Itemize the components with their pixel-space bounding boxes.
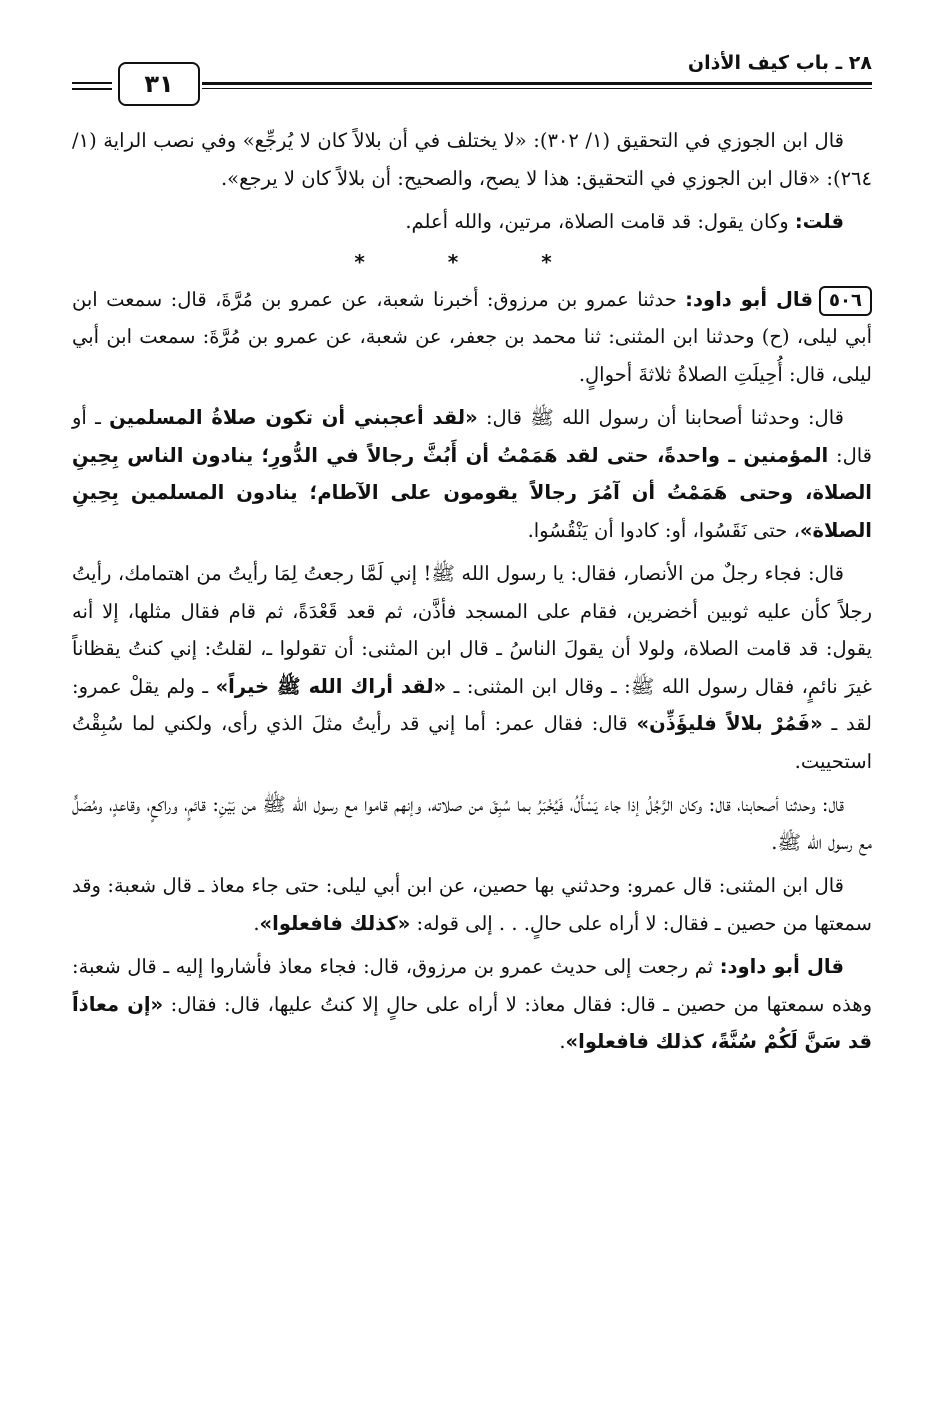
text-segment: ، حتى نَقَسُوا، أو: كادوا أن يَنْقُسُوا. [527,518,800,542]
paragraph-qultu [72,203,872,241]
paragraph-ansari-dream [72,555,872,780]
page-content [72,122,872,1067]
text-segment: ثم رجعت إلى حديث عمرو بن مرزوق، قال: فجاء معاذ فأشاروا إليه ـ قال شعبة: وهذه سمعتها من حصين ـ قال: فقال معاذ: لا أراه على حالٍ إلا كنتُ عليها، قال: فقال: [72,955,872,1016]
paragraph-text: قال: وحدثنا أصحابنا، قال: وكان الرَّجُلُ إذا جاء يَسْأَلُ، فَيُخْبَرُ بما سُبِقَ من صلاته، وإنهم قاموا مع رسول الله ﷺ من بَيْنِ: قائمٍ، وراكعٍ، وقاعدٍ، ومُصَلٍّ مع رسول الله ﷺ. [72,793,872,854]
quote-segment: المؤمنين ـ واحدةً، حتى لقد هَمَمْتُ أن أَبُثَّ رجالاً في الدُّورِ؛ ينادون الناس بِحِينِ الصلاة، وحتى هَمَمْتُ أن آمُرَ رجالاً يقومون على الآطام؛ ينادون المسلمين بِحِينِ الصلاة» [72,443,872,542]
quote-segment: «لقد أراك الله ﷺ خيراً» [215,674,447,698]
quote-segment: «لقد أعجبني أن تكون صلاةُ المسلمين [109,406,478,429]
quote-segment: «كذلك فافعلوا» [259,911,411,935]
text-segment: قال: فقال عمر: أما إني قد رأيتُ مثلَ الذي رأى، ولكني لما سُبِقْتُ استحييت. [72,712,872,773]
text-segment: قال ابن المثنى: قال عمرو: وحدثني بها حصين، عن ابن أبي ليلى: حتى جاء معاذ ـ قال شعبة: وقد سمعتها من حصين ـ فقال: لا أراه على حالٍ. . . إلى قوله: [72,874,872,935]
chapter-title: ٢٨ ـ باب كيف الأذان [687,52,872,74]
paragraph-lead: قال أبو داود: [685,287,814,311]
page-header [72,50,872,110]
section-separator: * * * [354,249,590,274]
paragraph-text: وكان يقول: قد قامت الصلاة، مرتين، والله أعلم. [405,210,795,233]
text-segment: قال: فجاء رجلٌ من الأنصار، فقال: يا رسول الله ﷺ! إني لَمَّا رجعتُ لِمَا رأيتُ من اهتمامك، رأيتُ رجلاً كأن عليه ثوبين أخضرين، فقام على المسجد فأذَّن، ثم قعد قَعْدَةً، ثم قام فقال مثلها، إلا أنه يقول: قد قامت الصلاة، ولولا أن يقولَ الناسُ ـ قال ابن المثنى: أن تقولوا ـ، لقلتُ: إني كنتُ يقظاناً غيرَ نائمٍ، فقال رسول الله ﷺ: ـ وقال ابن المثنى: ـ [72,562,872,698]
text-segment: . [253,911,260,935]
header-rule-left [72,82,112,90]
quote-segment: «إن معاذاً قد سَنَّ لَكُمْ سُنَّةً، كذلك فافعلوا» [72,992,872,1053]
text-segment: ـ ولم يقلْ عمرو: لقد ـ [72,674,872,735]
hadith-isnad [72,281,872,394]
text-segment: قال: وحدثنا أصحابنا أن رسول الله ﷺ قال: [477,406,844,429]
header-rule [202,82,872,89]
paragraph-lead: قال أبو داود: [719,955,845,978]
page-number: ٣١ [118,62,200,106]
paragraph-ibn-muthanna [72,867,872,942]
paragraph-companions [72,786,872,861]
text-segment: ـ أو قال: [72,406,872,467]
paragraph-ibn-jawzi [72,122,872,197]
hadith-number: ٥٠٦ [819,286,872,316]
paragraph-hadith-matn [72,399,872,549]
paragraph-text: حدثنا عمرو بن مرزوق: أخبرنا شعبة، عن عمرو بن مُرَّةَ، قال: سمعت ابن أبي ليلى، (ح) وحدثنا ابن المثنى: ثنا محمد بن جعفر، عن شعبة، عن عمرو بن مُرَّةَ: سمعت ابن أبي ليلى، قال: أُحِيلَتِ الصلاةُ ثلاثةَ أحوالٍ. [72,287,872,386]
paragraph-muadh [72,948,872,1061]
paragraph-lead: قلت: [794,210,844,233]
text-segment: . [559,1030,566,1053]
paragraph-text: قال ابن الجوزي في التحقيق (١/ ٣٠٢): «لا يختلف في أن بلالاً كان لا يُرجِّع» وفي نصب الراية (١/ ٢٦٤): «قال ابن الجوزي في التحقيق: هذا لا يصح، والصحيح: أن بلالاً كان لا يرجع». [72,129,872,190]
quote-segment: «فَمُرْ بلالاً فليؤَذِّن» [636,712,823,735]
